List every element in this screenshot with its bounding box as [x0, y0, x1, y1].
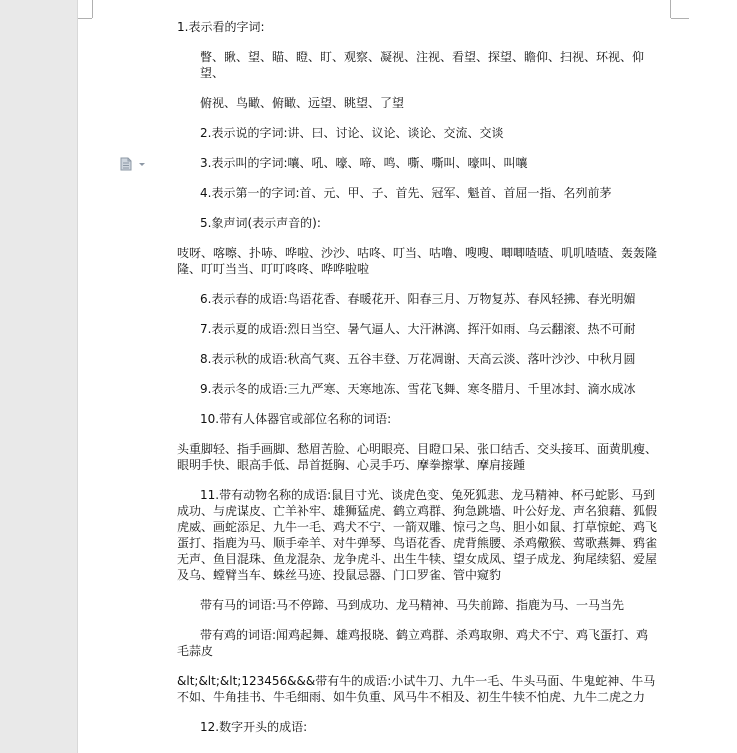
look-words-line-1: 瞥、瞅、望、瞄、瞪、盯、观察、凝视、注视、看望、探望、瞻仰、扫视、环视、仰望、 [200, 50, 645, 80]
horse-words: 带有马的词语:马不停蹄、马到成功、龙马精神、马失前蹄、指鹿为马、一马当先 [200, 598, 625, 612]
heading-look-words: 1.表示看的字词: [177, 20, 265, 34]
body-part-list: 头重脚轻、指手画脚、愁眉苦脸、心明眼亮、目瞪口呆、张口结舌、交头接耳、面黄肌瘦、眼明手快、眼高手低、昂首挺胸、心灵手巧、摩拳擦掌、摩肩接踵 [177, 442, 658, 472]
crop-mark-top-left-horizontal [78, 18, 92, 19]
paragraph-options-icon[interactable] [120, 157, 146, 171]
crop-mark-top-right-horizontal [671, 18, 689, 19]
onomatopoeia-heading: 5.象声词(表示声音的): [200, 216, 321, 230]
shout-words: 3.表示叫的字词:嚷、吼、嚎、啼、鸣、嘶、嘶叫、嚎叫、叫嚷 [200, 156, 528, 170]
winter-idioms: 9.表示冬的成语:三九严寒、天寒地冻、雪花飞舞、寒冬腊月、千里冰封、滴水成冰 [200, 382, 636, 396]
spring-idioms: 6.表示春的成语:鸟语花香、春暖花开、阳春三月、万物复苏、春风轻拂、春光明媚 [200, 292, 636, 306]
ox-idioms: &lt;&lt;&lt;123456&&&带有牛的成语:小试牛刀、九牛一毛、牛头马面、牛鬼蛇神、牛马不如、牛角挂书、牛毛细雨、如牛负重、风马牛不相及、初生牛犊不怕虎、九牛二虎之力 [177, 674, 656, 704]
autumn-idioms: 8.表示秋的成语:秋高气爽、五谷丰登、万花凋谢、天高云淡、落叶沙沙、中秋月圆 [200, 352, 636, 366]
number-idioms-heading: 12.数字开头的成语: [200, 720, 308, 734]
look-words-line-2: 俯视、鸟瞰、俯瞰、远望、眺望、了望 [200, 96, 405, 110]
speak-words: 2.表示说的字词:讲、曰、讨论、议论、谈论、交流、交谈 [200, 126, 504, 140]
chicken-words: 带有鸡的词语:闻鸡起舞、雄鸡报晓、鹤立鸡群、杀鸡取卵、鸡犬不宁、鸡飞蛋打、鸡毛蒜皮 [177, 628, 649, 658]
onomatopoeia-list: 吱呀、喀嚓、扑哧、哗啦、沙沙、咕咚、叮当、咕噜、嗖嗖、唧唧喳喳、叽叽喳喳、轰轰隆隆、叮叮当当、叮叮咚咚、哗哗啦啦 [177, 246, 658, 276]
first-words: 4.表示第一的字词:首、元、甲、子、首先、冠军、魁首、首屈一指、名列前茅 [200, 186, 612, 200]
animal-idioms: 11.带有动物名称的成语:鼠目寸光、谈虎色变、兔死狐悲、龙马精神、杯弓蛇影、马到成功、与虎谋皮、亡羊补牢、雄狮猛虎、鹤立鸡群、狗急跳墙、叶公好龙、声名狼藉、狐假虎威、画蛇添足、九牛一毛、鸡犬不宁、一箭双雕、惊弓之鸟、胆小如鼠、打草惊蛇、鸡飞蛋打、指鹿为马、顺手牵羊、对牛弹琴、鸟语花香、虎背熊腰、杀鸡儆猴、莺歌燕舞、鸦雀无声、鱼目混珠、鱼龙混杂、龙争虎斗、出生牛犊、望女成凤、望子成龙、狗尾续貂、爱屋及乌、螳臂当车、蛛丝马迹、投鼠忌器、门口罗雀、管中窥豹 [177, 488, 658, 582]
document-body [177, 18, 659, 735]
body-part-heading: 10.带有人体器官或部位名称的词语: [200, 412, 392, 426]
crop-mark-top-left [92, 0, 93, 18]
crop-mark-top-right [670, 0, 671, 18]
summer-idioms: 7.表示夏的成语:烈日当空、暑气逼人、大汗淋漓、挥汗如雨、乌云翻滚、热不可耐 [200, 322, 636, 336]
